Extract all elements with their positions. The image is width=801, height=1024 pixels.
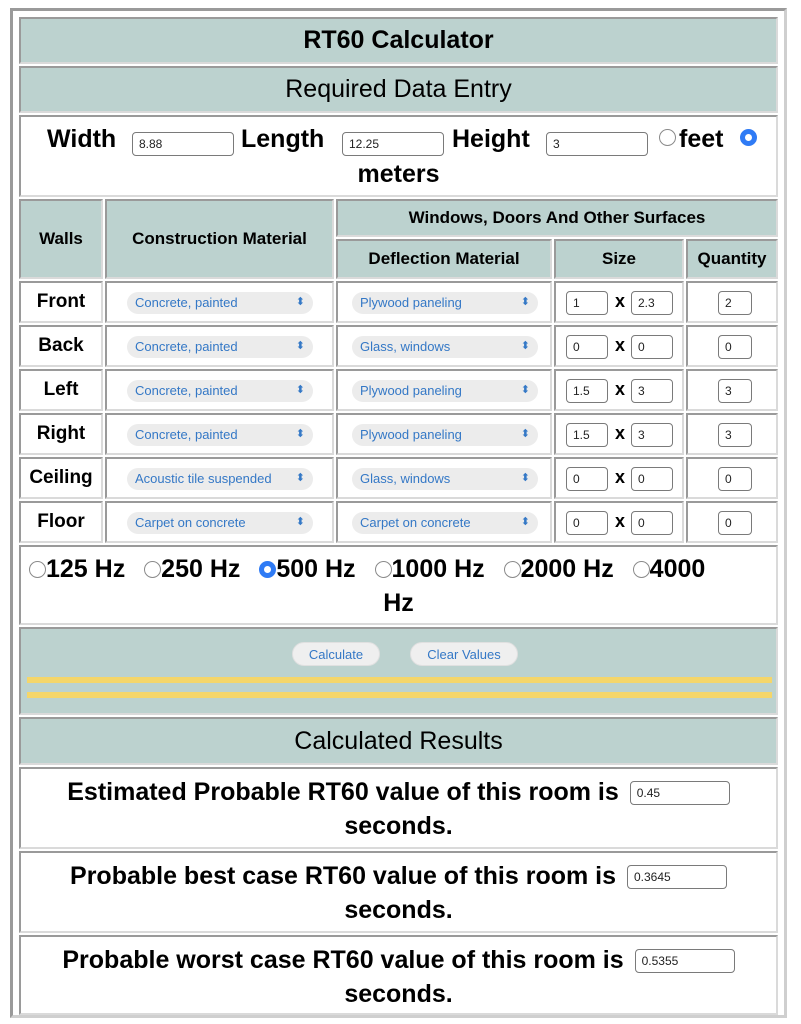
radio-button-selected-icon [259,561,276,578]
up-down-chevron-icon: ⬍ [295,384,305,396]
page-title-text: RT60 Calculator [303,26,494,54]
construction-select[interactable] [127,424,313,446]
radio-button-icon [144,561,161,578]
up-down-chevron-icon: ⬍ [520,384,530,396]
construction-cell [105,325,334,367]
header-walls-text: Walls [39,229,83,248]
wall-label-floor [19,501,103,543]
select-value: Concrete, painted [135,383,238,398]
up-down-chevron-icon: ⬍ [520,296,530,308]
wall-name: Ceiling [29,467,93,488]
length-input[interactable] [342,132,444,156]
wall-label-right [19,413,103,455]
result-line [21,853,776,927]
frequency-label: 1000 Hz [391,555,485,583]
up-down-chevron-icon: ⬍ [520,428,530,440]
wall-name: Right [36,423,86,444]
result-suffix: seconds. [344,896,453,924]
deflection-select[interactable] [352,336,538,358]
frequency-option-4000[interactable] [633,555,706,583]
results-heading [19,717,778,765]
frequency-label: 4000 [649,555,706,583]
size-height-input[interactable] [631,423,673,447]
size-separator: x [615,291,626,311]
radio-button-icon [659,129,676,146]
size-cell [554,281,684,323]
quantity-input[interactable] [718,467,752,491]
select-value: Glass, windows [360,471,451,486]
deflection-select[interactable] [352,512,538,534]
size-cell [554,413,684,455]
size-width-input[interactable] [566,379,608,403]
frequency-label: 2000 Hz [520,555,614,583]
header-deflection-text: Deflection Material [368,249,520,268]
width-input[interactable] [132,132,234,156]
header-quantity [686,239,778,279]
frequency-option-1000[interactable] [375,555,485,583]
radio-button-icon [29,561,46,578]
header-surfaces-group-text: Windows, Doors And Other Surfaces [408,208,706,227]
select-value: Plywood paneling [360,383,462,398]
quantity-input[interactable] [718,335,752,359]
frequency-panel [19,545,778,625]
construction-cell [105,369,334,411]
result-worst-case [19,935,778,1015]
dimensions-panel [19,115,778,197]
data-entry-heading [19,66,778,113]
clear-values-button-label: Clear Values [427,646,501,662]
wall-label-left [19,369,103,411]
size-width-input[interactable] [566,511,608,535]
frequency-options [29,555,705,584]
select-value: Carpet on concrete [135,515,246,530]
select-value: Concrete, painted [135,295,238,310]
header-construction-text: Construction Material [132,229,307,248]
construction-select[interactable] [127,292,313,314]
size-cell [554,501,684,543]
meters-radio[interactable] [740,129,757,150]
deflection-cell [336,325,552,367]
deflection-cell [336,413,552,455]
result-suffix: seconds. [344,980,453,1008]
construction-select[interactable] [127,380,313,402]
up-down-chevron-icon: ⬍ [295,516,305,528]
divider-line-bottom [27,692,772,698]
header-size [554,239,684,279]
result-line [21,769,776,843]
deflection-cell [336,369,552,411]
deflection-select[interactable] [352,380,538,402]
quantity-cell [686,369,778,411]
size-width-input[interactable] [566,467,608,491]
select-value: Concrete, painted [135,339,238,354]
size-width-input[interactable] [566,423,608,447]
quantity-cell [686,281,778,323]
deflection-select[interactable] [352,468,538,490]
calculator-frame [10,8,787,1018]
calculate-button[interactable] [292,642,380,666]
results-heading-text: Calculated Results [294,726,503,755]
quantity-input[interactable] [718,511,752,535]
construction-cell [105,501,334,543]
size-height-input[interactable] [631,335,673,359]
header-walls [19,199,103,279]
page-title [19,17,778,64]
wall-label-front [19,281,103,323]
deflection-cell [336,501,552,543]
result-text: Probable best case RT60 value of this room is [70,862,617,890]
size-separator: x [615,511,626,531]
quantity-input[interactable] [718,423,752,447]
construction-cell [105,413,334,455]
size-separator: x [615,379,626,399]
up-down-chevron-icon: ⬍ [295,428,305,440]
size-separator: x [615,423,626,443]
wall-label-back [19,325,103,367]
size-height-input[interactable] [631,379,673,403]
up-down-chevron-icon: ⬍ [520,472,530,484]
construction-cell [105,457,334,499]
header-surfaces-group [336,199,778,237]
result-suffix: seconds. [344,812,453,840]
divider-line-top [27,677,772,683]
size-height-input[interactable] [631,511,673,535]
up-down-chevron-icon: ⬍ [295,472,305,484]
deflection-select[interactable] [352,424,538,446]
frequency-wrap-suffix: Hz [383,589,414,617]
construction-select[interactable] [127,468,313,490]
size-width-input[interactable] [566,335,608,359]
wall-label-ceiling [19,457,103,499]
frequency-option-500[interactable] [259,555,355,583]
quantity-cell [686,457,778,499]
radio-button-icon [375,561,392,578]
wall-name: Left [43,379,79,400]
select-value: Plywood paneling [360,427,462,442]
deflection-cell [336,281,552,323]
size-separator: x [615,467,626,487]
size-height-input[interactable] [631,467,673,491]
size-height-input[interactable] [631,291,673,315]
action-panel [19,627,778,715]
header-quantity-text: Quantity [697,249,767,268]
result-text: Probable worst case RT60 value of this room is [62,946,624,974]
frequency-label: 250 Hz [161,555,241,583]
wall-name: Front [36,291,86,312]
select-value: Acoustic tile suspended [135,471,272,486]
up-down-chevron-icon: ⬍ [295,340,305,352]
quantity-input[interactable] [718,379,752,403]
quantity-cell [686,325,778,367]
estimated-rt60-output[interactable] [630,781,730,805]
quantity-cell [686,413,778,455]
width-label: Width [47,125,117,153]
up-down-chevron-icon: ⬍ [520,516,530,528]
select-value: Concrete, painted [135,427,238,442]
quantity-input[interactable] [718,291,752,315]
wall-name: Floor [37,511,85,532]
clear-values-button[interactable] [410,642,518,666]
header-deflection [336,239,552,279]
feet-radio[interactable] [659,129,676,150]
select-value: Carpet on concrete [360,515,471,530]
best-case-rt60-output[interactable] [627,865,727,889]
frequency-option-2000[interactable] [504,555,614,583]
construction-cell [105,281,334,323]
construction-select[interactable] [127,512,313,534]
size-cell [554,325,684,367]
deflection-select[interactable] [352,292,538,314]
frequency-option-125[interactable] [29,555,125,583]
radio-button-icon [504,561,521,578]
size-width-input[interactable] [566,291,608,315]
worst-case-rt60-output[interactable] [635,949,735,973]
size-cell [554,369,684,411]
length-label: Length [241,125,325,153]
data-entry-heading-text: Required Data Entry [285,75,512,103]
header-construction [105,199,334,279]
result-best-case [19,851,778,933]
radio-button-selected-icon [740,129,757,146]
feet-label: feet [679,125,724,153]
height-input[interactable] [546,132,648,156]
construction-select[interactable] [127,336,313,358]
frequency-option-250[interactable] [144,555,240,583]
deflection-cell [336,457,552,499]
quantity-cell [686,501,778,543]
up-down-chevron-icon: ⬍ [295,296,305,308]
select-value: Glass, windows [360,339,451,354]
size-cell [554,457,684,499]
frequency-label: 500 Hz [276,555,356,583]
size-separator: x [615,335,626,355]
result-line [21,937,776,1011]
frequency-label: 125 Hz [46,555,126,583]
radio-button-icon [633,561,650,578]
up-down-chevron-icon: ⬍ [520,340,530,352]
wall-name: Back [38,335,84,356]
result-estimated [19,767,778,849]
header-size-text: Size [601,249,637,268]
calculate-button-label: Calculate [308,646,364,662]
height-label: Height [452,125,530,153]
meters-label: meters [357,160,440,188]
select-value: Plywood paneling [360,295,462,310]
result-text: Estimated Probable RT60 value of this room is [67,778,619,806]
